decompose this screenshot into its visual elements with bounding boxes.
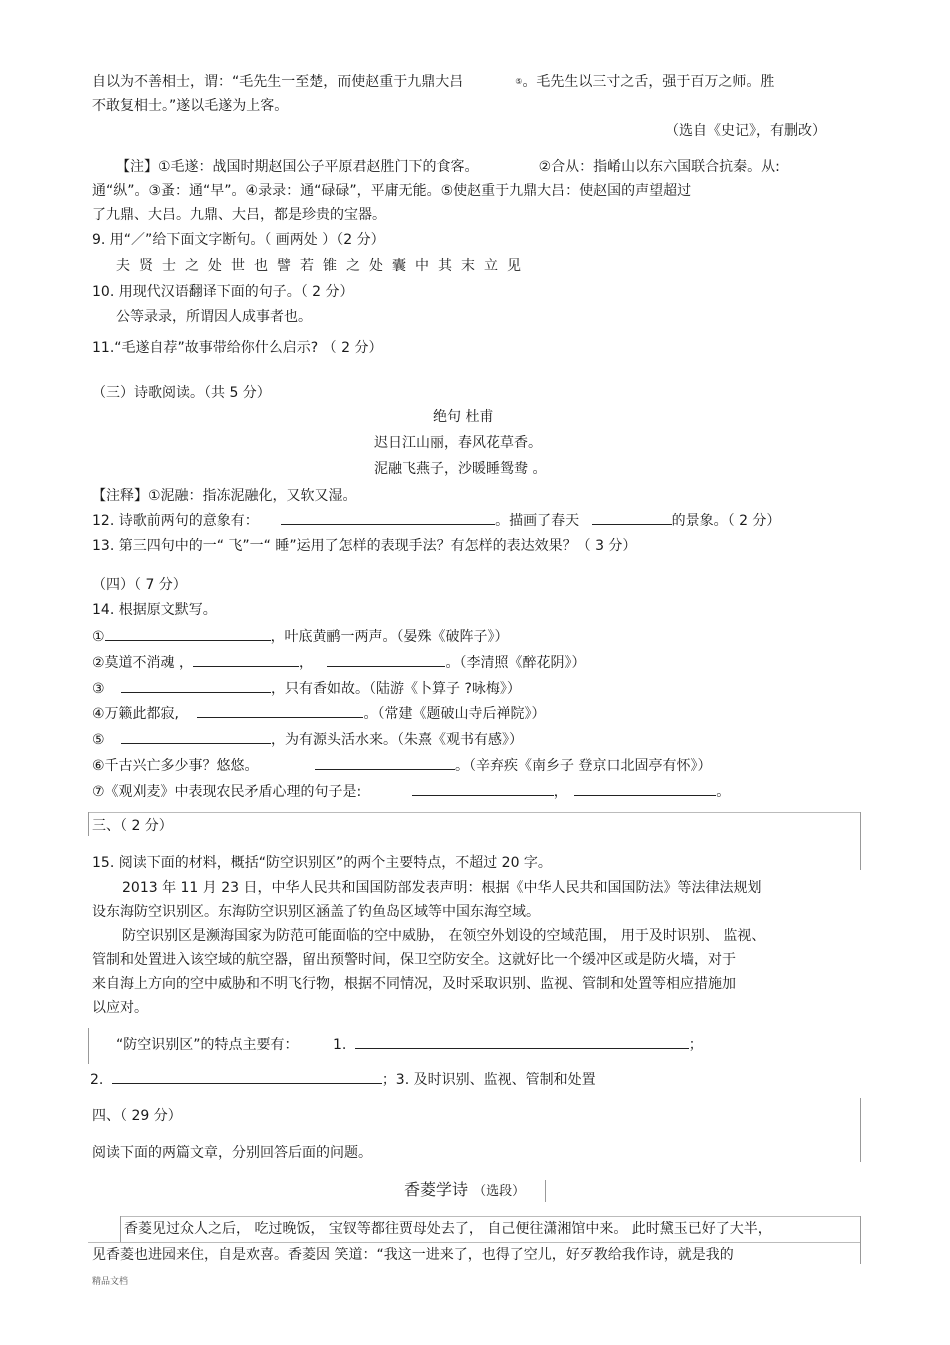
- poem-line: 迟日江山丽，春风花草香。: [374, 435, 542, 451]
- item-text: ⑦《观刈麦》中表现农民矛盾心理的句子是:: [92, 784, 362, 800]
- passage-line: [92, 72, 774, 92]
- answer-blank[interactable]: [327, 652, 445, 667]
- feature-number: 1.: [332, 1037, 347, 1053]
- question-13: 13. 第三四句中的一“ 飞”一“ 睡”运用了怎样的表现手法？有怎样的表达效果？（ 3 分）: [92, 538, 637, 554]
- page-footer: 精品文档: [92, 1277, 129, 1287]
- section-title: （三）诗歌阅读。（共 5 分）: [92, 385, 271, 401]
- answer-blank[interactable]: [193, 652, 299, 667]
- question-text: 的景象。（ 2 分）: [671, 513, 781, 529]
- box-border: [88, 812, 860, 813]
- item-text: ，叶底黄鹂一两声。（晏殊《破阵子》）: [270, 629, 509, 645]
- item-text: ④万籁此都寂,: [92, 706, 180, 722]
- section-title: 三、（ 2 分）: [92, 818, 173, 834]
- material-line: 以应对。: [92, 1000, 148, 1016]
- material-line: 防空识别区是濒海国家为防范可能面临的空中威胁， 在领空外划设的空域范围， 用于及时识别、 监视、: [122, 928, 766, 944]
- answer-blank[interactable]: [355, 1034, 689, 1049]
- note-line: [116, 157, 780, 177]
- note-line: 通“纵”。③蚤：通“早”。④录录：通“碌碌”，平庸无能。⑤使赵重于九鼎大吕：使赵国的声望超过: [92, 183, 692, 199]
- item-marker: ③: [92, 681, 105, 697]
- answer-blank[interactable]: [315, 755, 455, 770]
- poem-line: 泥融飞燕子，沙暖睡鸳鸯 。: [374, 461, 547, 477]
- question-11: 11.“毛遂自荐”故事带给你什么启示? （ 2 分）: [92, 340, 383, 356]
- answer-blank[interactable]: [592, 510, 672, 525]
- answer-blank[interactable]: [121, 678, 271, 693]
- box-border: [860, 812, 861, 870]
- feature-text: ；3. 及时识别、监视、管制和处置: [381, 1072, 596, 1088]
- note-text: ②合从：指崤山以东六国联合抗秦。从:: [538, 159, 780, 175]
- question-text: 。描画了春天: [495, 513, 580, 529]
- article-line: 见香菱也进园来住，自是欢喜。香菱因 笑道：“我这一进来了，也得了空儿，好歹教给我作诗，就是我的: [92, 1247, 734, 1263]
- box-border: [120, 1216, 860, 1217]
- question-10: 10. 用现代汉语翻译下面的句子。（ 2 分）: [92, 284, 354, 300]
- box-border: [88, 812, 89, 836]
- item-text: ，: [553, 784, 568, 800]
- passage-line: 不敢复相士。”遂以毛遂为上客。: [92, 98, 289, 114]
- passage-text: 自以为不善相士，谓：“毛先生一至楚，而使赵重于九鼎大吕: [92, 74, 464, 90]
- question-15: 15. 阅读下面的材料，概括“防空识别区”的两个主要特点，不超过 20 字。: [92, 855, 552, 871]
- item-text: 。: [716, 784, 731, 800]
- feature-number: 2.: [90, 1072, 104, 1088]
- answer-blank[interactable]: [121, 729, 271, 744]
- section-title: （四）（ 7 分）: [92, 577, 187, 593]
- section-title: 四、（ 29 分）: [92, 1108, 182, 1124]
- item-text: ⑥千古兴亡多少事？悠悠。: [92, 758, 259, 774]
- question-14: 14. 根据原文默写。: [92, 602, 217, 618]
- answer-blank[interactable]: [574, 781, 716, 796]
- source-note: （选自《史记》，有删改）: [665, 123, 826, 139]
- item-text: ②莫道不消魂 ，: [92, 655, 194, 671]
- feature-line: [116, 1034, 703, 1055]
- recitation-item: [92, 652, 585, 673]
- box-border: [88, 1028, 89, 1064]
- item-marker: ①: [92, 629, 105, 645]
- note-text: 【注】①毛遂：战国时期赵国公子平原君赵胜门下的食客。: [116, 159, 479, 175]
- box-border: [860, 1216, 861, 1264]
- material-line: 设东海防空识别区。东海防空识别区涵盖了钓鱼岛区域等中国东海空域。: [92, 904, 540, 920]
- reading-intro: 阅读下面的两篇文章，分别回答后面的问题。: [92, 1145, 372, 1161]
- item-text: ，只有香如故。（陆游《卜算子 ?咏梅》）: [271, 681, 521, 697]
- item-text: 。（辛弃疾《南乡子 登京口北固亭有怀》）: [455, 758, 712, 774]
- material-line: 管制和处置进入该空域的航空器，留出预警时间，保卫空防安全。这就好比一个缓冲区或是防火墙，对于: [92, 952, 736, 968]
- punctuation-passage: 夫贤士之处世也譬若锥之处囊中其末立见: [116, 258, 530, 274]
- article-title-text: 香菱学诗: [404, 1180, 469, 1199]
- article-subtitle: （选段）: [473, 1184, 526, 1199]
- recitation-item: [92, 703, 545, 724]
- answer-blank[interactable]: [197, 703, 363, 718]
- translation-sentence: 公等录录，所谓因人成事者也。: [116, 309, 312, 325]
- article-line: 香菱见过众人之后， 吃过晚饭， 宝钗等都往贾母处去了， 自己便往潇湘馆中来。 此时黛玉已好了大半，: [124, 1221, 772, 1237]
- note-line: 了九鼎、大吕。九鼎、大吕，都是珍贵的宝器。: [92, 207, 386, 223]
- passage-text: 。毛先生以三寸之舌，强于百万之师。胜: [522, 74, 775, 90]
- item-text: 。（李清照《醉花阴》）: [445, 655, 586, 671]
- recitation-item: [92, 678, 521, 699]
- item-text: ，: [299, 655, 314, 671]
- item-text: 。（常建《题破山寺后禅院》）: [363, 706, 546, 722]
- feature-line: [90, 1069, 596, 1090]
- box-border: [545, 1180, 546, 1202]
- footnote-marker: ⑤: [515, 77, 523, 86]
- poem-title: 绝句 杜甫: [433, 409, 494, 425]
- recitation-item: [92, 729, 523, 750]
- question-12: [92, 510, 780, 531]
- box-border: [120, 1216, 121, 1242]
- answer-blank[interactable]: [412, 781, 554, 796]
- answer-blank[interactable]: [105, 626, 271, 641]
- item-marker: ⑤: [92, 732, 105, 748]
- feature-label: “防空识别区”的特点主要有：: [116, 1037, 299, 1053]
- poem-note: 【注释】①泥融：指冻泥融化，又软又湿。: [92, 488, 357, 504]
- recitation-item: [92, 626, 509, 647]
- box-border: [860, 1098, 861, 1162]
- article-title: [404, 1180, 525, 1202]
- material-line: 来自海上方向的空中威胁和不明飞行物，根据不同情况，及时采取识别、监视、管制和处置等相应措施加: [92, 976, 736, 992]
- recitation-item: [92, 755, 711, 776]
- feature-text: ；: [688, 1037, 703, 1053]
- answer-blank[interactable]: [281, 510, 495, 525]
- answer-blank[interactable]: [112, 1069, 382, 1084]
- box-border: [88, 1242, 860, 1243]
- recitation-item: [92, 781, 730, 802]
- item-text: ，为有源头活水来。（朱熹《观书有感》）: [271, 732, 524, 748]
- material-line: 2013 年 11 月 23 日，中华人民共和国国防部发表声明：根据《中华人民共和国国防法》等法律法规划: [122, 880, 762, 896]
- question-text: 12. 诗歌前两句的意象有：: [92, 513, 259, 529]
- question-9: 9. 用“／”给下面文字断句。（ 画两处 ）（2 分）: [92, 232, 385, 248]
